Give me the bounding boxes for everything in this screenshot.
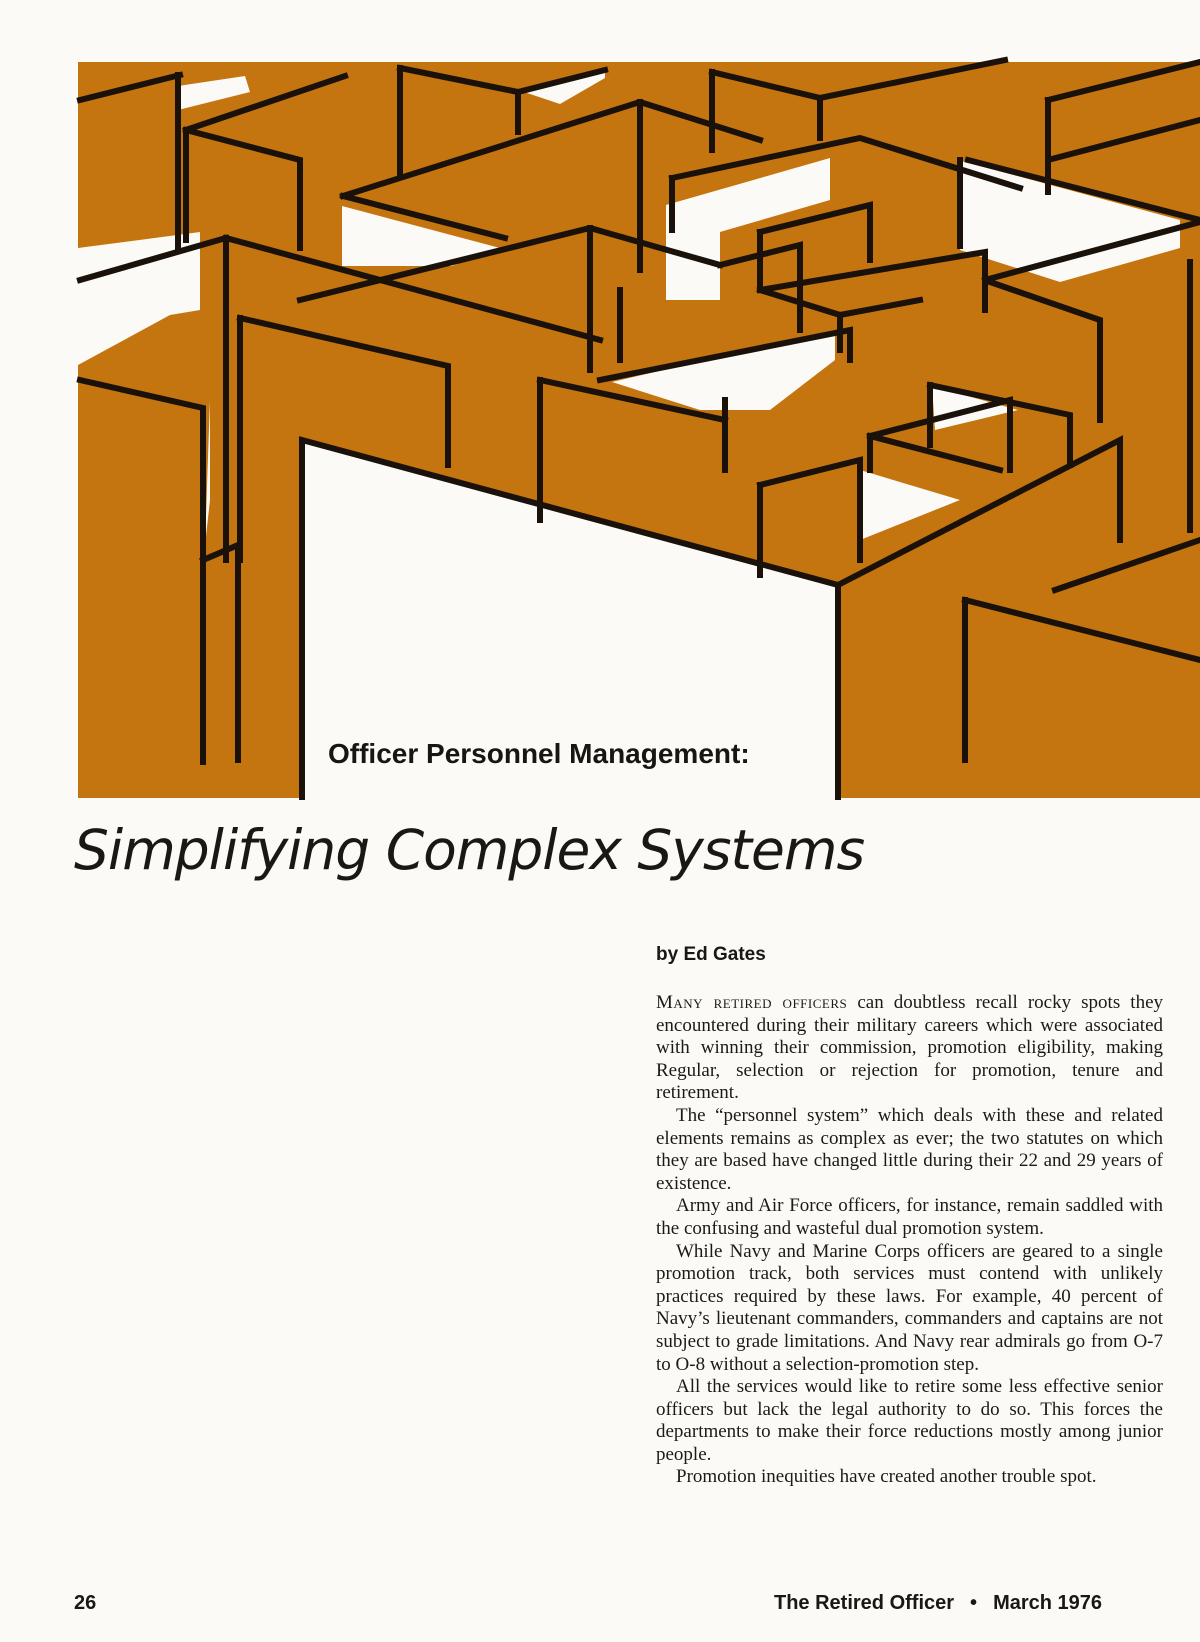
lead-paragraph	[656, 992, 1163, 1105]
issue-date: March 1976	[993, 1592, 1103, 1614]
maze-illustration	[0, 0, 1200, 800]
body-paragraph: The “personnel system” which deals with these and related elements remains as complex as ever; the two statutes on which they are based have changed little during their 22 and 29 years of existence.	[656, 1104, 1163, 1194]
body-paragraph: While Navy and Marine Corps officers are geared to a single promotion track, both services must contend with unlikely practices required by these laws. For example, 40 percent of Navy’s lieutenant commanders, commanders and captains are not subject to grade limitations. And Navy rear admirals go from O-7 to O-8 without a selection-promotion step.	[656, 1240, 1163, 1375]
body-paragraph: Promotion inequities have created another trouble spot.	[676, 1466, 1097, 1488]
body-paragraph: Army and Air Force officers, for instance, remain saddled with the confusing and wasteful dual promotion system.	[656, 1195, 1163, 1239]
page-number: 26	[74, 1592, 97, 1614]
byline: by Ed Gates	[656, 944, 766, 965]
publication-name: The Retired Officer	[774, 1592, 955, 1614]
lead-text: can doubtless recall rocky spots they encountered during their military careers which were associated with winning their commission, promotion eligibility, making Regular, selection or rejection for promotion, tenure and retirement.	[656, 992, 1163, 1104]
running-footer	[774, 1592, 1102, 1615]
lead-smallcaps: Many retired officers	[656, 992, 848, 1013]
article-body	[656, 992, 1163, 1489]
bullet-separator: •	[970, 1592, 978, 1614]
body-paragraph: All the services would like to retire some less effective senior officers but lack the legal authority to do so. This forces the departments to make their force reductions mostly among junior people.	[656, 1376, 1163, 1465]
article-headline: Simplifying Complex Systems	[74, 818, 865, 882]
article-kicker: Officer Personnel Management:	[328, 738, 750, 769]
